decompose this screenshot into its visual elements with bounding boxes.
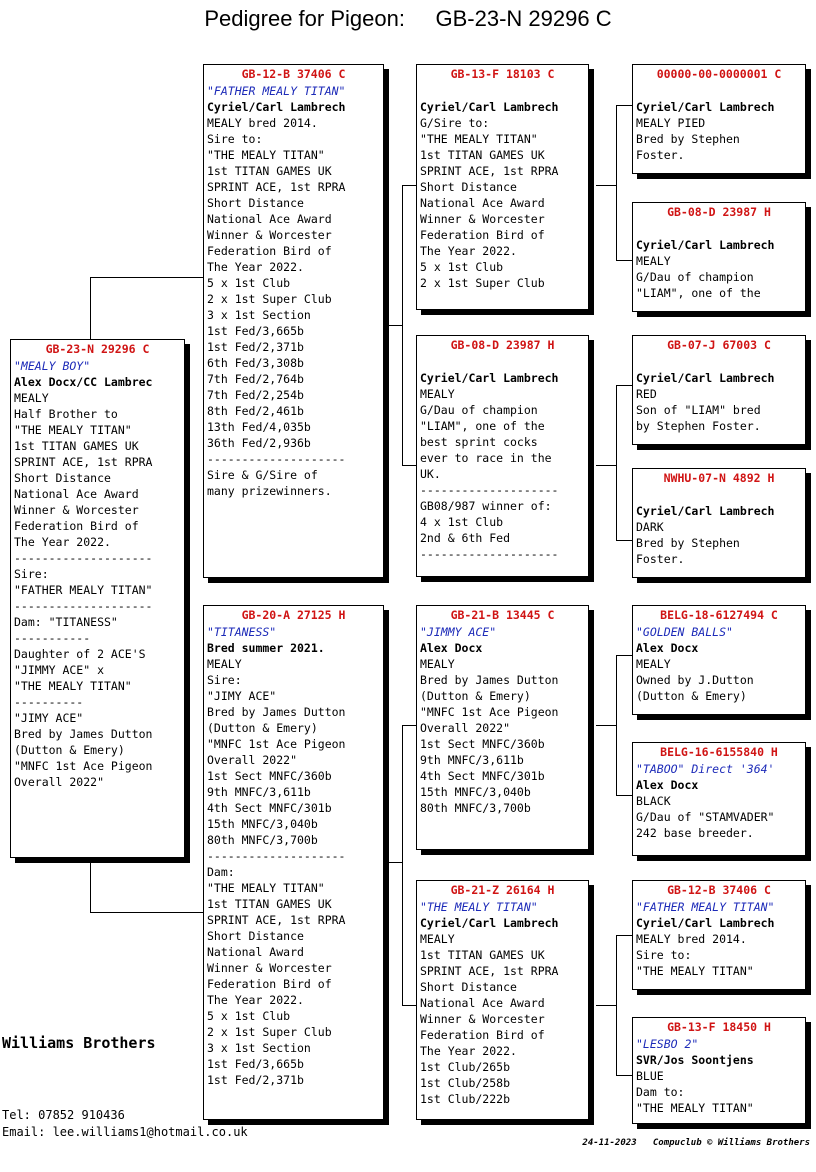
detail-line: Overall 2022" [14, 775, 105, 789]
pigeon-card-dam [203, 605, 384, 1120]
detail-line: "THE MEALY TITAN" [14, 423, 132, 437]
detail-line: "THE MEALY TITAN" [420, 132, 538, 146]
connector-line [616, 105, 633, 106]
detail-line: many prizewinners. [207, 484, 332, 498]
detail-line: G/Dau of champion [420, 403, 538, 417]
connector-line [402, 185, 403, 465]
detail-line: Owned by J.Dutton [636, 673, 754, 687]
detail-line: Sire: [207, 673, 242, 687]
detail-line: The Year 2022. [207, 993, 304, 1007]
detail-line: 9th MNFC/3,611b [420, 753, 524, 767]
connector-line [616, 655, 617, 795]
detail-line: -------------------- [420, 547, 559, 561]
connector-line [616, 655, 633, 656]
connector-line [616, 935, 633, 936]
detail-line: Daughter of 2 ACE'S [14, 647, 146, 661]
detail-line: G/Sire to: [420, 116, 490, 130]
pigeon-nickname: "MEALY BOY" [14, 359, 91, 373]
detail-line: National Ace Award [14, 487, 139, 501]
print-stamp: 24-11-2023 Compuclub © Williams Brothers [582, 1138, 810, 1148]
detail-line: The Year 2022. [14, 535, 111, 549]
detail-line: GB08/987 winner of: [420, 499, 552, 513]
connector-line [402, 465, 417, 466]
pigeon-card-sire [203, 64, 384, 578]
detail-line: (Dutton & Emery) [207, 721, 318, 735]
pigeon-card-ddd [632, 1017, 806, 1124]
ring-number: NWHU-07-N 4892 H [663, 471, 775, 485]
detail-line: 1st TITAN GAMES UK [420, 948, 545, 962]
connector-line [90, 912, 204, 913]
detail-line: 13th Fed/4,035b [207, 420, 311, 434]
connector-line [616, 540, 633, 541]
pigeon-details [636, 793, 802, 841]
detail-line: Short Distance [207, 196, 304, 210]
detail-line: best sprint cocks [420, 435, 538, 449]
pigeon-details [207, 115, 380, 499]
detail-line: 2 x 1st Super Club [207, 1025, 332, 1039]
detail-line: Federation Bird of [420, 1028, 545, 1042]
detail-line: MEALY [420, 932, 455, 946]
ring-number: GB-20-A 27125 H [241, 608, 346, 622]
pigeon-card-ssd [632, 202, 806, 312]
detail-line: -------------------- [14, 599, 153, 613]
connector-line [616, 385, 633, 386]
detail-line: 5 x 1st Club [207, 1009, 291, 1023]
pigeon-details [636, 931, 802, 979]
detail-line: "THE MEALY TITAN" [207, 148, 325, 162]
detail-line: Dam: [207, 865, 235, 879]
connector-line [402, 725, 403, 1005]
detail-line: "JIMMY ACE" x [14, 663, 105, 677]
detail-line: Overall 2022" [207, 753, 298, 767]
detail-line: Bred by Stephen [636, 536, 740, 550]
detail-line: 15th MNFC/3,040b [420, 785, 531, 799]
ring-number: GB-08-D 23987 H [667, 205, 771, 219]
detail-line: "THE MEALY TITAN" [636, 1101, 754, 1115]
detail-line: The Year 2022. [420, 1044, 517, 1058]
detail-line: SPRINT ACE, 1st RPRA [420, 164, 559, 178]
pigeon-card-subject [10, 339, 185, 858]
owner-name: Alex Docx [420, 641, 483, 655]
detail-line: Sire & G/Sire of [207, 468, 318, 482]
owner-name: Cyriel/Carl Lambrech [420, 100, 559, 114]
pigeon-card-dss [632, 605, 806, 715]
detail-line: Bred by James Dutton [14, 727, 153, 741]
owner-name: Cyriel/Carl Lambrech [636, 916, 775, 930]
detail-line: 15th MNFC/3,040b [207, 817, 318, 831]
detail-line: MEALY [207, 657, 242, 671]
connector-line [90, 277, 91, 339]
telephone: Tel: 07852 910436 [2, 1108, 125, 1122]
connector-line [384, 325, 402, 326]
detail-line: "MNFC 1st Ace Pigeon [420, 705, 559, 719]
connector-line [596, 725, 616, 726]
detail-line: 80th MNFC/3,700b [207, 833, 318, 847]
detail-line: "MNFC 1st Ace Pigeon [14, 759, 153, 773]
pigeon-details [636, 386, 802, 434]
detail-line: Short Distance [14, 471, 111, 485]
ring-number: GB-21-Z 26164 H [450, 883, 555, 897]
ring-number: GB-12-B 37406 C [241, 67, 346, 81]
pigeon-nickname [636, 354, 802, 370]
ring-number: GB-23-N 29296 C [45, 342, 150, 356]
pigeon-card-dds [632, 880, 806, 990]
pigeon-card-sire-dam [416, 335, 589, 577]
connector-line [402, 185, 417, 186]
detail-line: (Dutton & Emery) [420, 689, 531, 703]
connector-line [384, 862, 402, 863]
detail-line: National Ace Award [420, 996, 545, 1010]
detail-line: 4 x 1st Club [420, 515, 504, 529]
connector-line [402, 725, 417, 726]
detail-line: Winner & Worcester [14, 503, 139, 517]
detail-line: National Award [207, 945, 304, 959]
detail-line: "THE MEALY TITAN" [636, 964, 754, 978]
detail-line: National Ace Award [207, 212, 332, 226]
detail-line: MEALY [14, 391, 49, 405]
detail-line: Foster. [636, 148, 685, 162]
detail-line: "FATHER MEALY TITAN" [14, 583, 153, 597]
detail-line: Federation Bird of [207, 977, 332, 991]
pigeon-nickname: "FATHER MEALY TITAN" [207, 84, 346, 98]
detail-line: "JIMY ACE" [207, 689, 277, 703]
pigeon-nickname [636, 221, 802, 237]
pigeon-card-dam-dam [416, 880, 589, 1120]
detail-line: BLUE [636, 1069, 664, 1083]
detail-line: 2 x 1st Super Club [420, 276, 545, 290]
owner-name: Cyriel/Carl Lambrech [636, 504, 775, 518]
detail-line: MEALY bred 2014. [636, 932, 747, 946]
connector-line [90, 277, 204, 278]
page-title: Pedigree for Pigeon: GB-23-N 29296 C [204, 6, 612, 31]
detail-line: 9th MNFC/3,611b [207, 785, 311, 799]
pigeon-nickname: "TABOO" Direct '364' [636, 762, 775, 776]
detail-line: 7th Fed/2,254b [207, 388, 304, 402]
owner-name: Cyriel/Carl Lambrech [636, 100, 775, 114]
detail-line: 4th Sect MNFC/301b [420, 769, 545, 783]
connector-line [616, 260, 633, 261]
detail-line: 1st Club/258b [420, 1076, 511, 1090]
detail-line: 1st TITAN GAMES UK [420, 148, 545, 162]
detail-line: "LIAM", one of the [420, 419, 545, 433]
pigeon-nickname [420, 83, 585, 99]
pigeon-details [207, 656, 380, 1088]
detail-line: 1st Club/222b [420, 1092, 511, 1106]
detail-line: 1st TITAN GAMES UK [207, 164, 332, 178]
pigeon-details [636, 519, 802, 567]
detail-line: The Year 2022. [420, 244, 517, 258]
detail-line: 5 x 1st Club [207, 276, 291, 290]
detail-line: MEALY [420, 387, 455, 401]
connector-line [90, 858, 91, 912]
detail-line: 1st Fed/3,665b [207, 1057, 304, 1071]
pigeon-nickname: "THE MEALY TITAN" [420, 900, 538, 914]
detail-line: G/Dau of "STAMVADER" [636, 810, 775, 824]
detail-line: 1st Club/265b [420, 1060, 511, 1074]
detail-line: 1st Fed/2,371b [207, 340, 304, 354]
ring-number: GB-12-B 37406 C [667, 883, 771, 897]
detail-line: 4th Sect MNFC/301b [207, 801, 332, 815]
pigeon-details [636, 1068, 802, 1116]
detail-line: Half Brother to [14, 407, 118, 421]
owner-name: Cyriel/Carl Lambrech [636, 371, 775, 385]
detail-line: Bred by Stephen [636, 132, 740, 146]
pigeon-card-sds [632, 335, 806, 445]
connector-line [616, 105, 617, 260]
connector-line [616, 935, 617, 1075]
detail-line: 1st Fed/3,665b [207, 324, 304, 338]
detail-line: Winner & Worcester [420, 212, 545, 226]
owner-name: Alex Docx [636, 778, 699, 792]
detail-line: SPRINT ACE, 1st RPRA [14, 455, 153, 469]
detail-line: National Ace Award [420, 196, 545, 210]
ring-number: GB-08-D 23987 H [450, 338, 555, 352]
pigeon-details [636, 115, 802, 163]
detail-line: "JIMY ACE" [14, 711, 84, 725]
pigeon-nickname: "GOLDEN BALLS" [636, 625, 733, 639]
detail-line: -------------------- [207, 849, 346, 863]
connector-line [596, 185, 616, 186]
pigeon-nickname: "FATHER MEALY TITAN" [636, 900, 775, 914]
detail-line: G/Dau of champion [636, 270, 754, 284]
detail-line: ever to race in the [420, 451, 552, 465]
detail-line: "THE MEALY TITAN" [14, 679, 132, 693]
detail-line: 7th Fed/2,764b [207, 372, 304, 386]
detail-line: BLACK [636, 794, 671, 808]
detail-line: 1st Fed/2,371b [207, 1073, 304, 1087]
detail-line: DARK [636, 520, 664, 534]
detail-line: Short Distance [420, 180, 517, 194]
pigeon-details [420, 115, 585, 291]
detail-line: "LIAM", one of the [636, 286, 761, 300]
connector-line [616, 385, 617, 540]
detail-line: -------------------- [207, 452, 346, 466]
detail-line: SPRINT ACE, 1st RPRA [207, 180, 346, 194]
detail-line: 8th Fed/2,461b [207, 404, 304, 418]
pigeon-details [420, 386, 585, 562]
detail-line: Short Distance [420, 980, 517, 994]
ring-number: GB-07-J 67003 C [667, 338, 771, 352]
detail-line: (Dutton & Emery) [14, 743, 125, 757]
detail-line: Dam to: [636, 1085, 685, 1099]
ring-number: GB-13-F 18103 C [450, 67, 555, 81]
pigeon-nickname [636, 487, 802, 503]
owner-name: Bred summer 2021. [207, 641, 325, 655]
detail-line: 2 x 1st Super Club [207, 292, 332, 306]
email[interactable]: Email: lee.williams1@hotmail.co.uk [2, 1125, 248, 1139]
pigeon-details [420, 931, 585, 1107]
detail-line: The Year 2022. [207, 260, 304, 274]
pigeon-details [636, 656, 802, 704]
detail-line: (Dutton & Emery) [636, 689, 747, 703]
detail-line: UK. [420, 467, 441, 481]
owner-name: Cyriel/Carl Lambrech [420, 916, 559, 930]
pigeon-card-sss [632, 64, 806, 174]
detail-line: Winner & Worcester [420, 1012, 545, 1026]
detail-line: MEALY bred 2014. [207, 116, 318, 130]
detail-line: SPRINT ACE, 1st RPRA [207, 913, 346, 927]
owner-name: Alex Docx/CC Lambrec [14, 375, 153, 389]
detail-line: MEALY [636, 657, 671, 671]
detail-line: Bred by James Dutton [420, 673, 559, 687]
owner-name: Alex Docx [636, 641, 699, 655]
owner-name: Cyriel/Carl Lambrech [420, 371, 559, 385]
pigeon-card-dsd [632, 742, 806, 856]
detail-line: Federation Bird of [14, 519, 139, 533]
ring-number: GB-13-F 18450 H [667, 1020, 771, 1034]
detail-line: 1st Sect MNFC/360b [207, 769, 332, 783]
detail-line: MEALY [420, 657, 455, 671]
detail-line: Winner & Worcester [207, 961, 332, 975]
detail-line: Son of "LIAM" bred [636, 403, 761, 417]
connector-line [616, 795, 633, 796]
pigeon-card-sire-sire [416, 64, 589, 310]
detail-line: 5 x 1st Club [420, 260, 504, 274]
breeder-name: Williams Brothers [2, 1034, 156, 1052]
detail-line: Sire: [14, 567, 49, 581]
detail-line: 242 base breeder. [636, 826, 754, 840]
detail-line: 1st TITAN GAMES UK [14, 439, 139, 453]
detail-line: -------------------- [14, 551, 153, 565]
detail-line: SPRINT ACE, 1st RPRA [420, 964, 559, 978]
connector-line [616, 1075, 633, 1076]
owner-name: Cyriel/Carl Lambrech [636, 238, 775, 252]
detail-line: "THE MEALY TITAN" [207, 881, 325, 895]
pigeon-card-sdd [632, 468, 806, 578]
pigeon-nickname: "LESBO 2" [636, 1037, 699, 1051]
detail-line: Foster. [636, 552, 685, 566]
connector-line [402, 1005, 417, 1006]
detail-line: 1st TITAN GAMES UK [207, 897, 332, 911]
detail-line: Federation Bird of [207, 244, 332, 258]
pigeon-nickname [636, 83, 802, 99]
ring-number: GB-21-B 13445 C [450, 608, 555, 622]
pigeon-card-dam-sire [416, 605, 589, 850]
detail-line: 1st Sect MNFC/360b [420, 737, 545, 751]
detail-line: Sire to: [207, 132, 263, 146]
ring-number: BELG-18-6127494 C [660, 608, 778, 622]
detail-line: -------------------- [420, 483, 559, 497]
detail-line: Federation Bird of [420, 228, 545, 242]
detail-line: MEALY [636, 254, 671, 268]
detail-line: 3 x 1st Section [207, 308, 311, 322]
detail-line: ----------- [14, 631, 91, 645]
detail-line: 80th MNFC/3,700b [420, 801, 531, 815]
detail-line: 36th Fed/2,936b [207, 436, 311, 450]
pigeon-details [420, 656, 585, 816]
detail-line: 2nd & 6th Fed [420, 531, 511, 545]
pigeon-nickname: "JIMMY ACE" [420, 625, 497, 639]
detail-line: Dam: "TITANESS" [14, 615, 118, 629]
detail-line: "MNFC 1st Ace Pigeon [207, 737, 346, 751]
detail-line: ---------- [14, 695, 84, 709]
detail-line: Short Distance [207, 929, 304, 943]
detail-line: Bred by James Dutton [207, 705, 346, 719]
detail-line: by Stephen Foster. [636, 419, 761, 433]
ring-number: 00000-00-0000001 C [656, 67, 782, 81]
detail-line: RED [636, 387, 657, 401]
ring-number: BELG-16-6155840 H [660, 745, 778, 759]
pigeon-details [636, 253, 802, 301]
pigeon-details [14, 390, 181, 790]
owner-name: SVR/Jos Soontjens [636, 1053, 754, 1067]
connector-line [596, 1005, 616, 1006]
detail-line: Sire to: [636, 948, 692, 962]
detail-line: Winner & Worcester [207, 228, 332, 242]
owner-name: Cyriel/Carl Lambrech [207, 100, 346, 114]
detail-line: 3 x 1st Section [207, 1041, 311, 1055]
detail-line: MEALY PIED [636, 116, 706, 130]
pigeon-nickname: "TITANESS" [207, 625, 277, 639]
detail-line: Overall 2022" [420, 721, 511, 735]
detail-line: 6th Fed/3,308b [207, 356, 304, 370]
connector-line [596, 465, 616, 466]
pigeon-nickname [420, 354, 585, 370]
